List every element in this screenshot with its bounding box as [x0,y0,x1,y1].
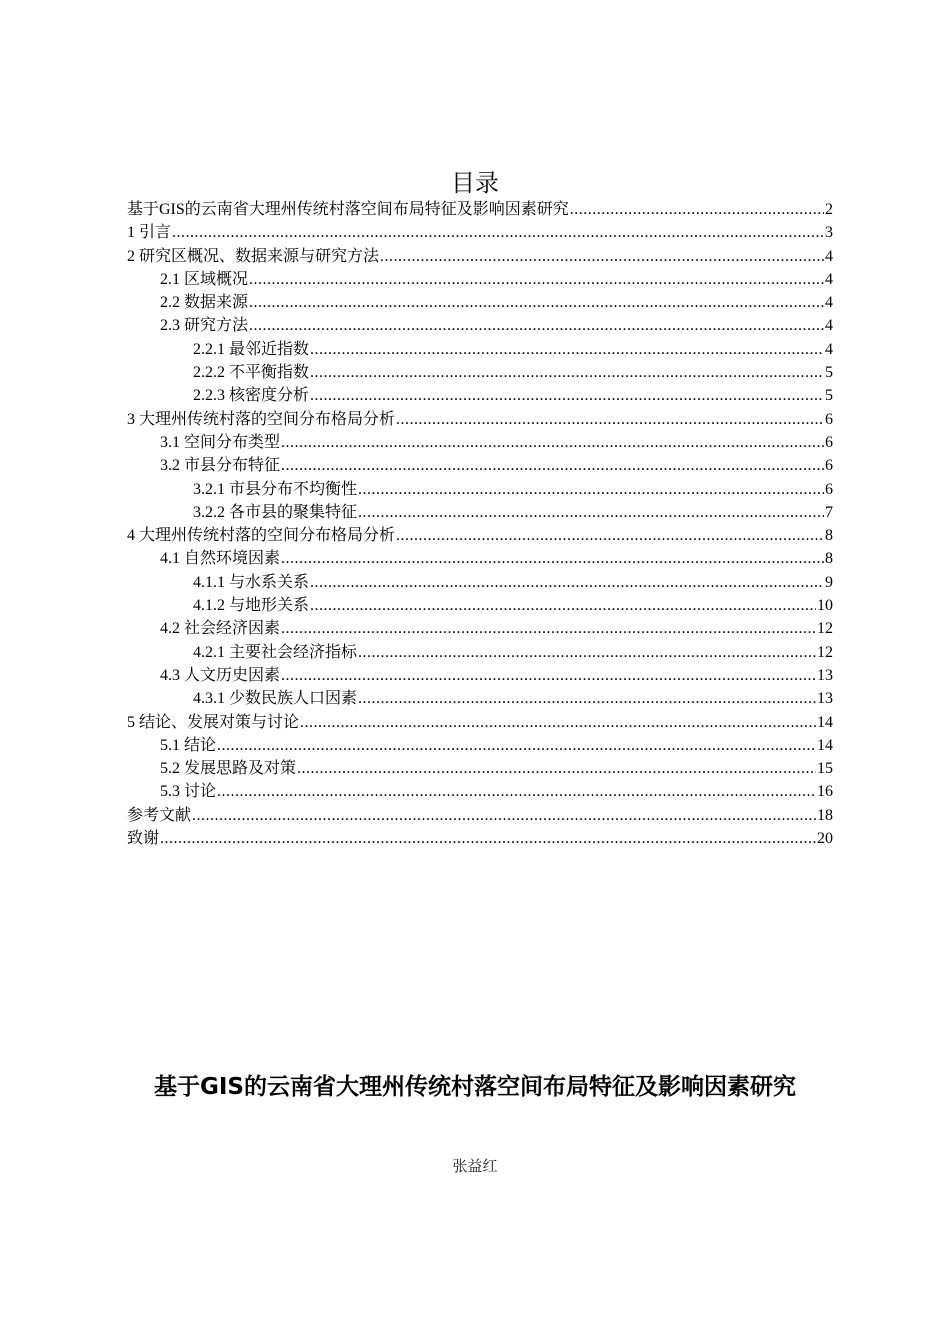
toc-page-number: 6 [825,457,833,475]
toc-entry[interactable] [127,198,833,221]
toc-entry-label: 基于GIS的云南省大理州传统村落空间布局特征及影响因素研究 [127,201,569,218]
toc-entry-label: 参考文献 [127,806,192,824]
toc-page-number: 4 [825,340,833,358]
toc-page-number: 18 [817,806,833,824]
toc-entry[interactable] [127,501,833,524]
toc-dot-leader [160,827,816,850]
toc-entry-label: 2 研究区概况、数据来源与研究方法 [127,247,380,265]
toc-entry[interactable] [127,780,833,803]
toc-dot-leader [358,687,816,710]
toc-page-number: 2 [825,201,833,218]
paper-title: 基于GIS的云南省大理州传统村落空间布局特征及影响因素研究 [153,1074,796,1100]
toc-entry-label: 4.2.1 主要社会经济指标 [193,643,358,661]
toc-entry[interactable] [127,641,833,664]
toc-page-number: 13 [817,690,833,708]
toc-entry-label: 2.2.3 核密度分析 [193,387,310,405]
toc-page-number: 3 [825,224,833,242]
toc-entry-label: 2.2.1 最邻近指数 [193,340,310,358]
toc-dot-leader [297,757,816,780]
toc-entry-label: 4.3.1 少数民族人口因素 [193,690,358,708]
toc-page-number: 6 [825,433,833,451]
toc-entry[interactable] [127,221,833,244]
toc-page-number: 4 [825,270,833,288]
toc-page-number: 5 [825,387,833,405]
toc-entry[interactable] [127,571,833,594]
toc-page-number: 9 [825,573,833,591]
toc-entry[interactable] [127,827,833,850]
toc-page-number: 14 [817,736,833,754]
toc-entry-label: 2.3 研究方法 [160,317,249,335]
toc-dot-leader [281,431,824,454]
toc-entry[interactable] [127,338,833,361]
toc-dot-leader [249,314,824,337]
toc-dot-leader [217,734,816,757]
toc-dot-leader [310,338,824,361]
toc-entry-label: 5.1 结论 [160,736,217,754]
toc-dot-leader [300,711,816,734]
toc-page-number: 5 [825,364,833,382]
toc-entry[interactable] [127,547,833,570]
toc-entry[interactable] [127,757,833,780]
toc-entry-label: 3.2.2 各市县的聚集特征 [193,503,358,521]
toc-entry-label: 4.1 自然环境因素 [160,550,281,568]
toc-entry-label: 4.3 人文历史因素 [160,666,281,684]
toc-dot-leader [358,641,816,664]
toc-title: 目录 [451,169,499,197]
toc-dot-leader [281,547,824,570]
toc-dot-leader [281,617,816,640]
toc-entry-label: 1 引言 [127,224,172,242]
toc-dot-leader [217,780,816,803]
toc-entry[interactable] [127,245,833,268]
toc-page-number: 8 [825,550,833,568]
toc-entry[interactable] [127,687,833,710]
toc-entry[interactable] [127,594,833,617]
toc-dot-leader [192,804,816,827]
toc-page-number: 12 [817,620,833,638]
toc-entry[interactable] [127,664,833,687]
toc-page-number: 6 [825,480,833,498]
toc-entry-label: 3.1 空间分布类型 [160,433,281,451]
toc-page-number: 4 [825,317,833,335]
toc-entry[interactable] [127,361,833,384]
toc-dot-leader [310,361,824,384]
toc-entry-label: 3.2 市县分布特征 [160,457,281,475]
toc-page-number: 14 [817,713,833,731]
toc-entry[interactable] [127,734,833,757]
toc-page-number: 8 [825,527,833,545]
toc-entry[interactable] [127,478,833,501]
toc-entry-label: 4 大理州传统村落的空间分布格局分析 [127,527,396,545]
toc-page-number: 12 [817,643,833,661]
toc-page-number: 4 [825,247,833,265]
toc-entry[interactable] [127,268,833,291]
toc-entry[interactable] [127,314,833,337]
toc-entry-label: 3 大理州传统村落的空间分布格局分析 [127,410,396,428]
toc-page-number: 6 [825,410,833,428]
toc-dot-leader [281,664,816,687]
toc-entry[interactable] [127,711,833,734]
toc-entry-label: 5.2 发展思路及对策 [160,760,297,778]
toc-dot-leader [310,594,816,617]
table-of-contents [127,198,833,850]
toc-entry-label: 5 结论、发展对策与讨论 [127,713,300,731]
toc-page-number: 20 [817,830,833,848]
toc-entry[interactable] [127,617,833,640]
toc-entry[interactable] [127,291,833,314]
toc-dot-leader [396,408,824,431]
toc-dot-leader [396,524,824,547]
toc-page-number: 15 [817,760,833,778]
toc-dot-leader [281,454,824,477]
toc-entry-label: 4.2 社会经济因素 [160,620,281,638]
toc-dot-leader [310,384,824,407]
toc-entry[interactable] [127,384,833,407]
toc-entry[interactable] [127,431,833,454]
toc-page-number: 16 [817,783,833,801]
toc-entry-label: 2.2 数据来源 [160,294,249,312]
toc-entry-label: 2.1 区域概况 [160,270,249,288]
toc-entry-label: 4.1.2 与地形关系 [193,597,310,615]
toc-entry-label: 致谢 [127,830,160,848]
toc-dot-leader [172,221,824,244]
toc-entry[interactable] [127,804,833,827]
toc-dot-leader [249,268,824,291]
toc-entry-label: 3.2.1 市县分布不均衡性 [193,480,358,498]
toc-page-number: 13 [817,666,833,684]
author-name: 张益红 [452,1157,498,1175]
toc-entry-label: 5.3 讨论 [160,783,217,801]
toc-page-number: 10 [817,597,833,615]
toc-entry-label: 4.1.1 与水系关系 [193,573,310,591]
toc-dot-leader [358,478,824,501]
toc-dot-leader [310,571,824,594]
toc-page-number: 4 [825,294,833,312]
toc-entry[interactable] [127,524,833,547]
toc-dot-leader [249,291,824,314]
toc-page-number: 7 [825,503,833,521]
toc-entry[interactable] [127,454,833,477]
toc-entry[interactable] [127,408,833,431]
toc-dot-leader [358,501,824,524]
toc-dot-leader [380,245,824,268]
toc-entry-label: 2.2.2 不平衡指数 [193,364,310,382]
toc-dot-leader [570,198,824,221]
